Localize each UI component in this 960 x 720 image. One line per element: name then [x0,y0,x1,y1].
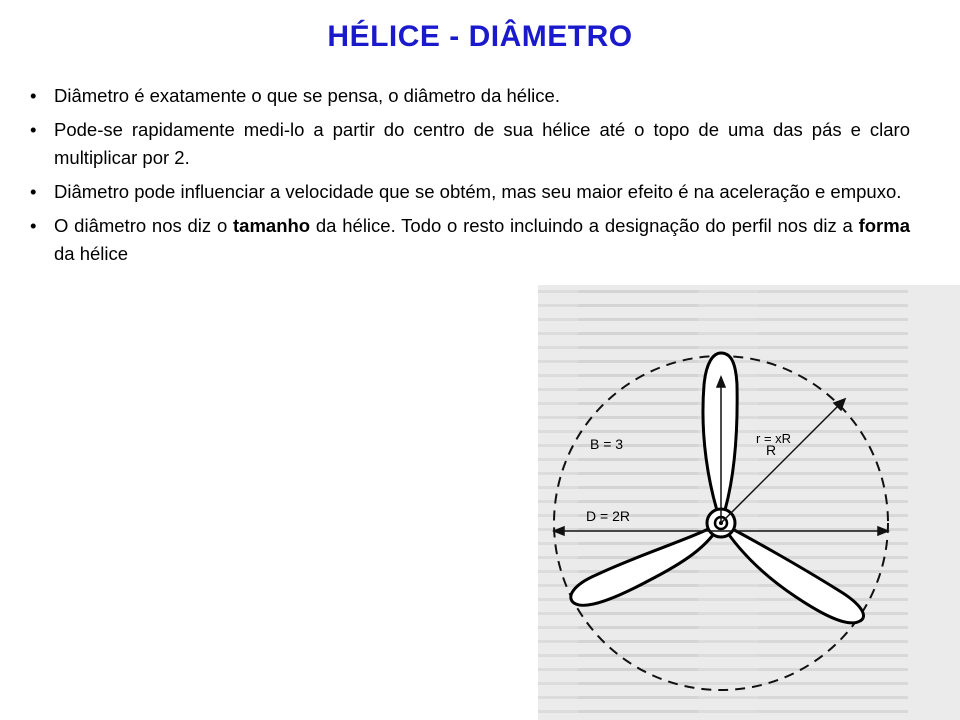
bullet-dot: • [30,119,37,140]
propeller-svg [538,285,960,720]
bullet-list [30,82,910,274]
bullet-dot: • [30,85,37,106]
bullet-dot: • [30,181,37,202]
bullet-item [30,178,910,206]
bullet-text: Diâmetro é exatamente o que se pensa, o diâmetro da hélice. [54,85,560,106]
bullet-item [30,116,910,172]
slide-title: HÉLICE - DIÂMETRO [327,20,633,53]
bullet-text: Pode-se rapidamente medi-lo a partir do centro de sua hélice até o topo de uma das pás e claro multiplicar por 2. [54,119,910,168]
label-r: R [766,442,777,458]
bullet-item [30,82,910,110]
bullet-item [30,212,910,268]
label-b: B = 3 [590,436,624,452]
bold-tamanho: tamanho [233,215,311,236]
label-r-x: r = xR [756,431,792,446]
bold-forma: forma [858,215,910,236]
bullet-text: O diâmetro nos diz o tamanho da hélice. Todo o resto incluindo a designação do perfil nos diz a forma da hélice [54,215,910,264]
bullet-text: Diâmetro pode influenciar a velocidade que se obtém, mas seu maior efeito é na aceleração e empuxo. [54,181,902,202]
propeller-diagram [538,285,960,720]
scanned-page-background [538,285,960,720]
bullet-dot: • [30,215,37,236]
label-d: D = 2R [586,508,630,524]
